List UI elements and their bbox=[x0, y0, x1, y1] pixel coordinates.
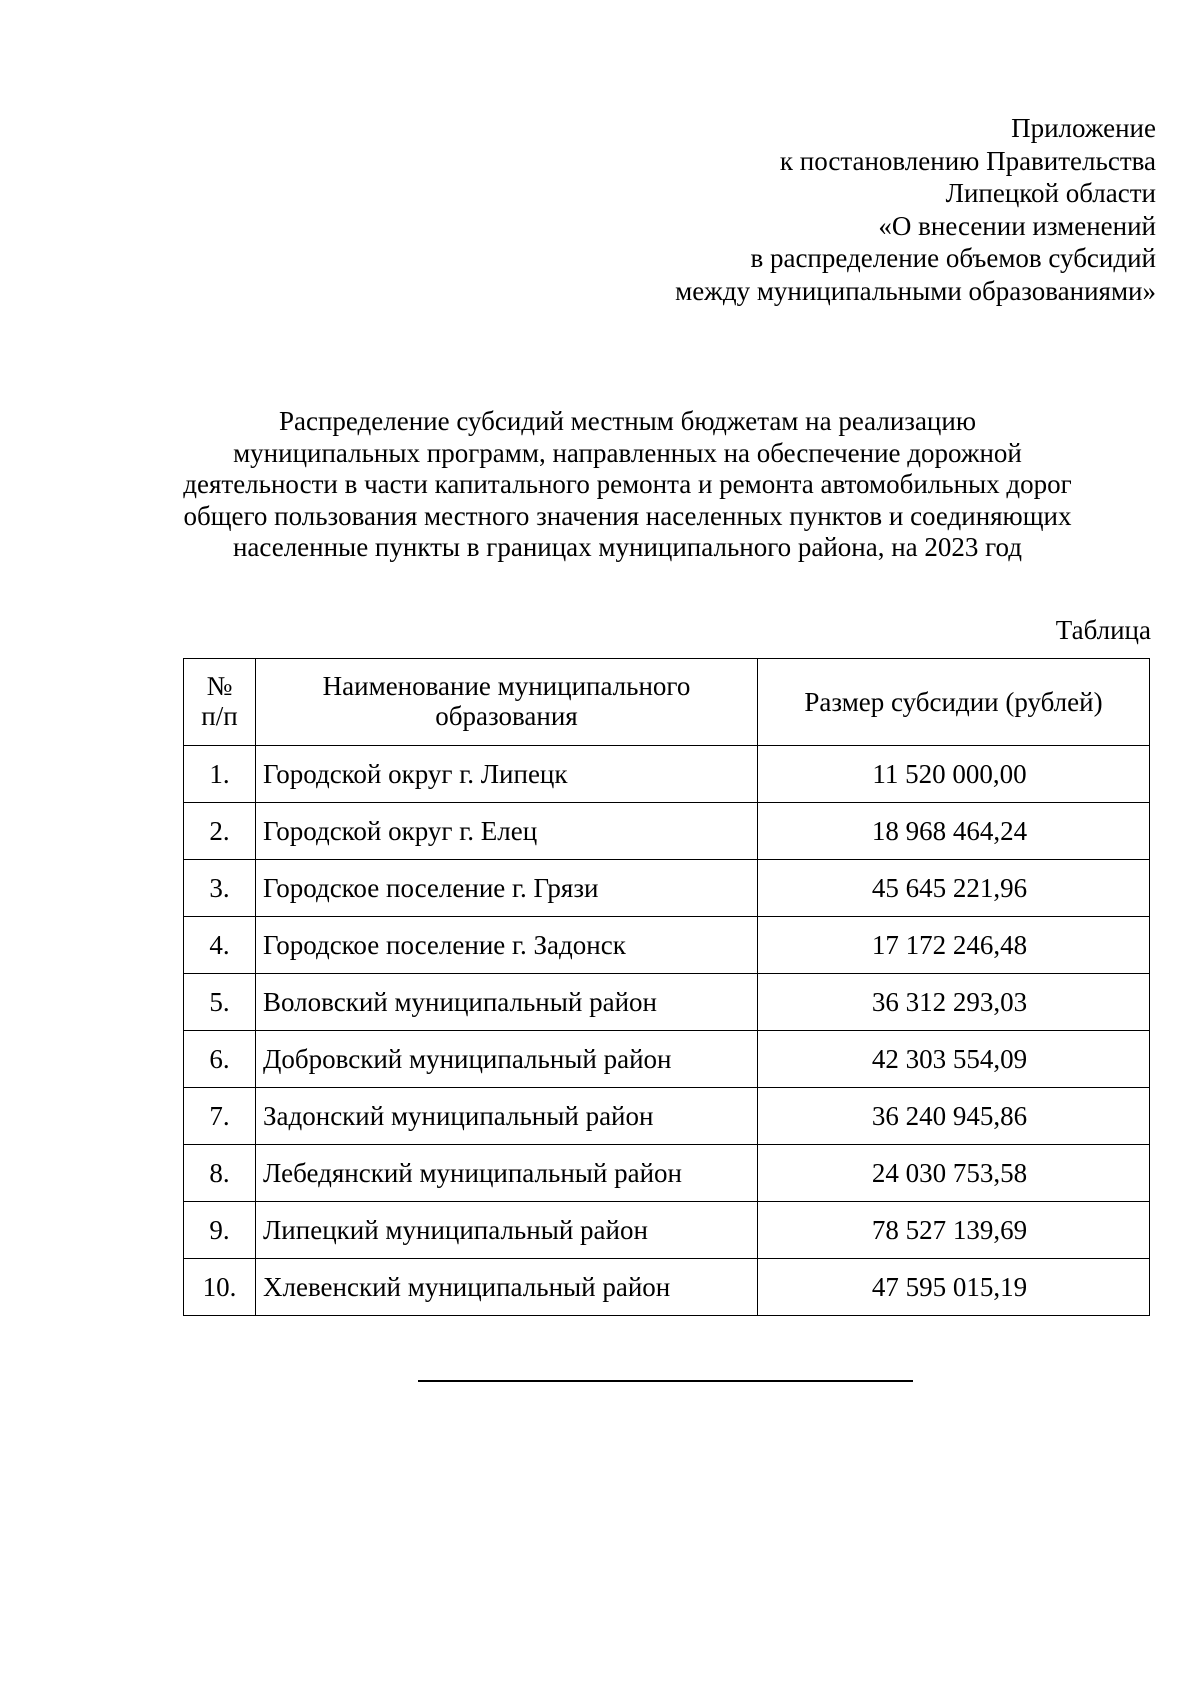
table-row bbox=[184, 917, 1150, 974]
document-title bbox=[150, 406, 1105, 564]
column-header-name-line: Наименование муниципального bbox=[322, 671, 691, 701]
table-row bbox=[184, 1031, 1150, 1088]
row-number: 6. bbox=[184, 1031, 256, 1088]
municipality-name: Задонский муниципальный район bbox=[256, 1088, 758, 1145]
closing-divider bbox=[418, 1380, 913, 1382]
appendix-header-line: Липецкой области bbox=[945, 178, 1156, 209]
row-number: 9. bbox=[184, 1202, 256, 1259]
appendix-header-line: Приложение bbox=[1011, 113, 1156, 143]
appendix-header-line: к постановлению Правительства bbox=[779, 145, 1156, 176]
column-header-number-line: п/п bbox=[201, 701, 238, 731]
document-title-line: муниципальных программ, направленных на обеспечение дорожной bbox=[233, 437, 1022, 468]
row-number: 4. bbox=[184, 917, 256, 974]
table-row bbox=[184, 1088, 1150, 1145]
row-number: 8. bbox=[184, 1145, 256, 1202]
appendix-header-line: «О внесении изменений bbox=[878, 210, 1156, 241]
column-header-name bbox=[256, 659, 758, 746]
appendix-header bbox=[596, 112, 1156, 308]
table-header-row bbox=[184, 659, 1150, 746]
table-caption: Таблица bbox=[1055, 615, 1151, 645]
subsidy-amount: 45 645 221,96 bbox=[758, 860, 1150, 917]
column-header-number bbox=[184, 659, 256, 746]
table-row bbox=[184, 860, 1150, 917]
municipality-name: Городской округ г. Елец bbox=[256, 803, 758, 860]
subsidy-amount: 17 172 246,48 bbox=[758, 917, 1150, 974]
subsidy-amount: 11 520 000,00 bbox=[758, 746, 1150, 803]
subsidy-amount: 36 240 945,86 bbox=[758, 1088, 1150, 1145]
column-header-name-line: образования bbox=[435, 701, 578, 731]
subsidy-table bbox=[183, 658, 1150, 1316]
table-row bbox=[184, 1145, 1150, 1202]
table-row bbox=[184, 1202, 1150, 1259]
subsidy-amount: 36 312 293,03 bbox=[758, 974, 1150, 1031]
column-header-amount: Размер субсидии (рублей) bbox=[758, 659, 1150, 746]
municipality-name: Воловский муниципальный район bbox=[256, 974, 758, 1031]
document-title-line: населенные пункты в границах муниципального района, на 2023 год bbox=[232, 532, 1023, 562]
appendix-header-line: между муниципальными образованиями» bbox=[675, 275, 1156, 306]
appendix-header-line: в распределение объемов субсидий bbox=[750, 243, 1156, 274]
document-title-line: Распределение субсидий местным бюджетам на реализацию bbox=[278, 406, 977, 436]
column-header-number-line: № bbox=[206, 671, 233, 701]
municipality-name: Городское поселение г. Задонск bbox=[256, 917, 758, 974]
municipality-name: Хлевенский муниципальный район bbox=[256, 1259, 758, 1316]
row-number: 7. bbox=[184, 1088, 256, 1145]
table-row bbox=[184, 974, 1150, 1031]
municipality-name: Городской округ г. Липецк bbox=[256, 746, 758, 803]
row-number: 2. bbox=[184, 803, 256, 860]
subsidy-amount: 78 527 139,69 bbox=[758, 1202, 1150, 1259]
row-number: 1. bbox=[184, 746, 256, 803]
municipality-name: Добровский муниципальный район bbox=[256, 1031, 758, 1088]
document-title-line: деятельности в части капитального ремонта и ремонта автомобильных дорог bbox=[183, 469, 1072, 499]
row-number: 10. bbox=[184, 1259, 256, 1316]
row-number: 3. bbox=[184, 860, 256, 917]
municipality-name: Липецкий муниципальный район bbox=[256, 1202, 758, 1259]
municipality-name: Городское поселение г. Грязи bbox=[256, 860, 758, 917]
row-number: 5. bbox=[184, 974, 256, 1031]
table-row bbox=[184, 746, 1150, 803]
document-title-line: общего пользования местного значения населенных пунктов и соединяющих bbox=[183, 500, 1072, 531]
subsidy-amount: 47 595 015,19 bbox=[758, 1259, 1150, 1316]
subsidy-amount: 42 303 554,09 bbox=[758, 1031, 1150, 1088]
table-row bbox=[184, 803, 1150, 860]
table-row bbox=[184, 1259, 1150, 1316]
subsidy-amount: 24 030 753,58 bbox=[758, 1145, 1150, 1202]
subsidy-amount: 18 968 464,24 bbox=[758, 803, 1150, 860]
municipality-name: Лебедянский муниципальный район bbox=[256, 1145, 758, 1202]
